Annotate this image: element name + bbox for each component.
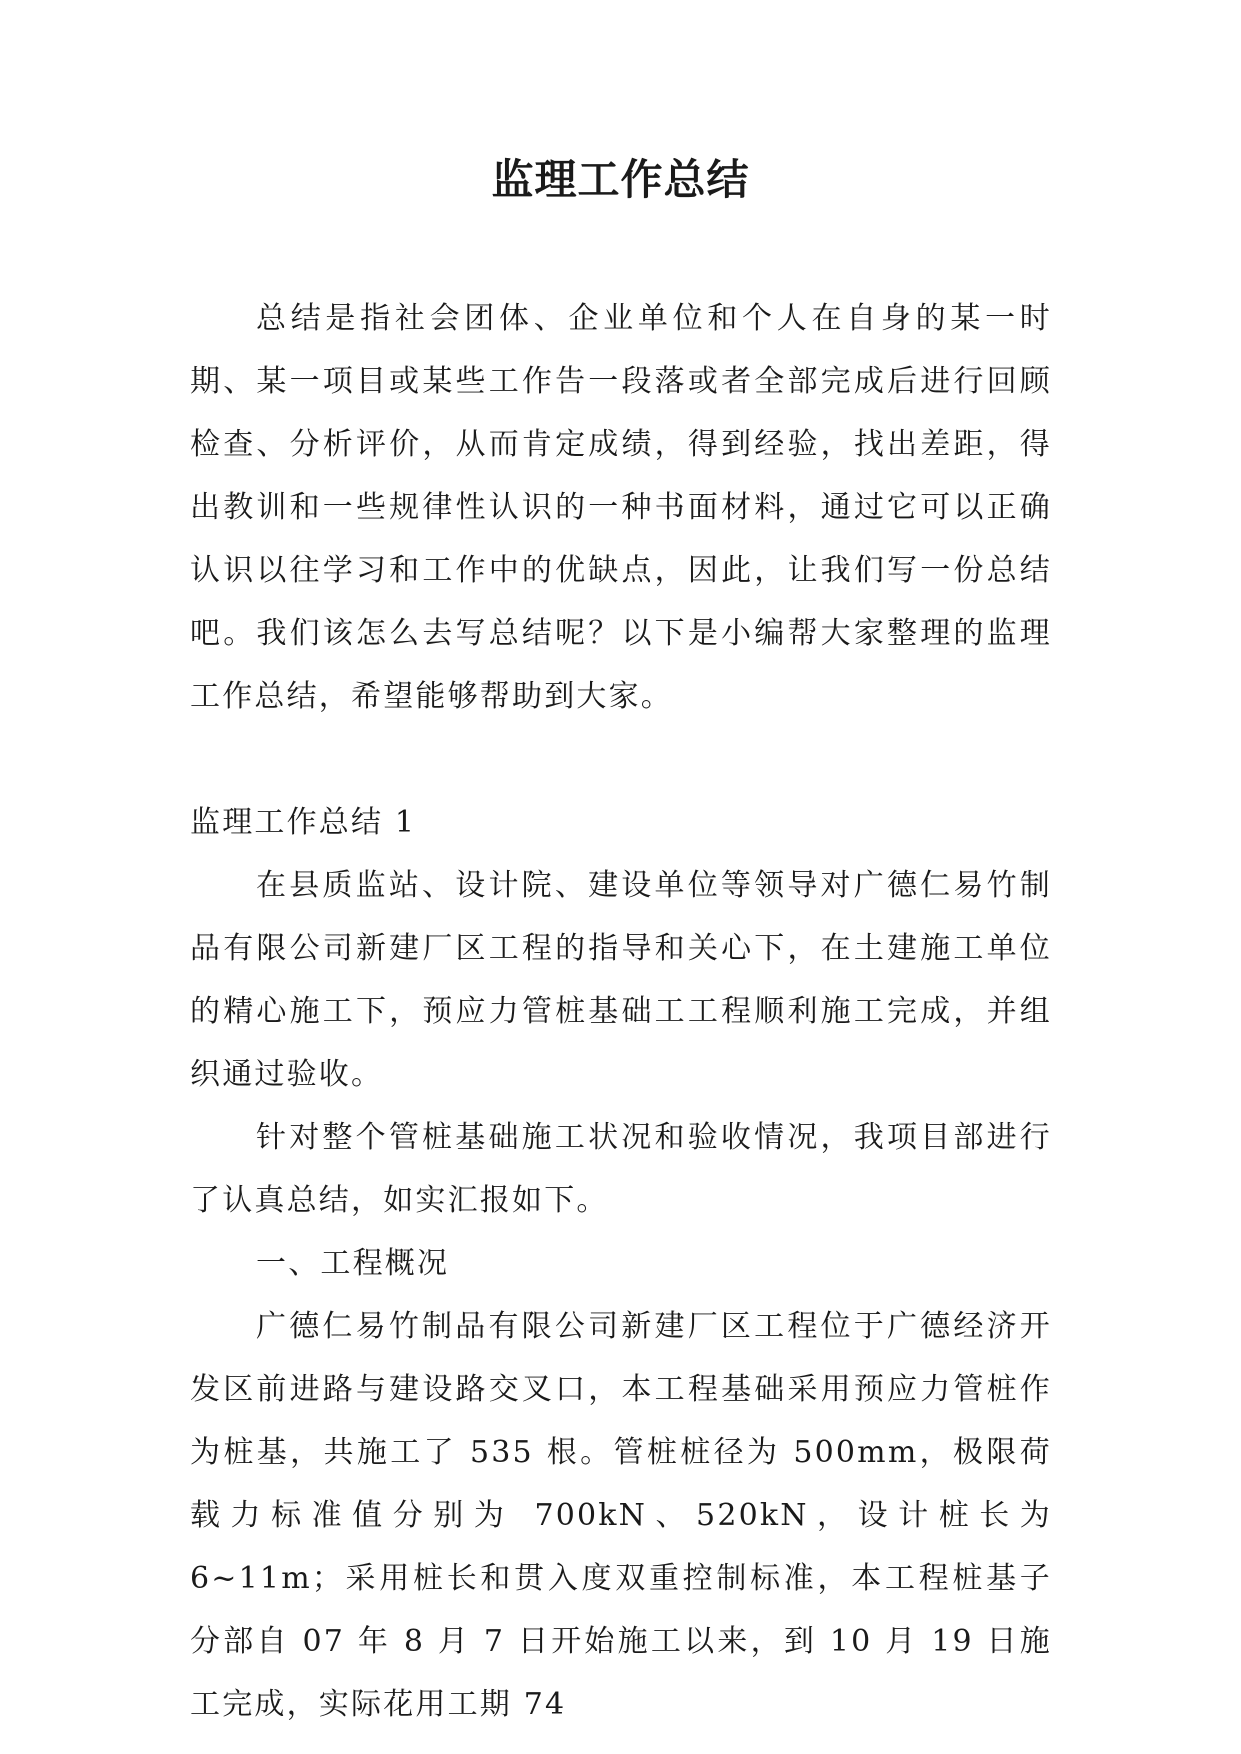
body-paragraph: 广德仁易竹制品有限公司新建厂区工程位于广德经济开发区前进路与建设路交叉口，本工程基础采用预应力管桩作为桩基，共施工了 535 根。管桩桩径为 500mm，极限荷载力标准值分别为 700kN、520kN，设计桩长为 6~11m；采用桩长和贯入度双重控制标准，本工程桩基子分部自 07 年 8 月 7 日开始施工以来，到 10 月 19 日施工完成，实际花用工期 74 [190,1309,1052,1722]
body-paragraph: 针对整个管桩基础施工状况和验收情况，我项目部进行了认真总结，如实汇报如下。 [190,1120,1052,1218]
section-title: 监理工作总结 1 [190,805,417,840]
document-title: 监理工作总结 [491,155,750,204]
body-paragraph: 在县质监站、设计院、建设单位等领导对广德仁易竹制品有限公司新建厂区工程的指导和关心下，在土建施工单位的精心施工下，预应力管桩基础工工程顺利施工完成，并组织通过验收。 [190,868,1052,1092]
intro-paragraph: 总结是指社会团体、企业单位和个人在自身的某一时期、某一项目或某些工作告一段落或者全部完成后进行回顾检查、分析评价，从而肯定成绩，得到经验，找出差距，得出教训和一些规律性认识的一种书面材料，通过它可以正确认识以往学习和工作中的优缺点，因此，让我们写一份总结吧。我们该怎么去写总结呢？以下是小编帮大家整理的监理工作总结，希望能够帮助到大家。 [190,301,1052,714]
document-body [190,287,1052,1736]
subsection-heading: 一、工程概况 [256,1246,450,1281]
